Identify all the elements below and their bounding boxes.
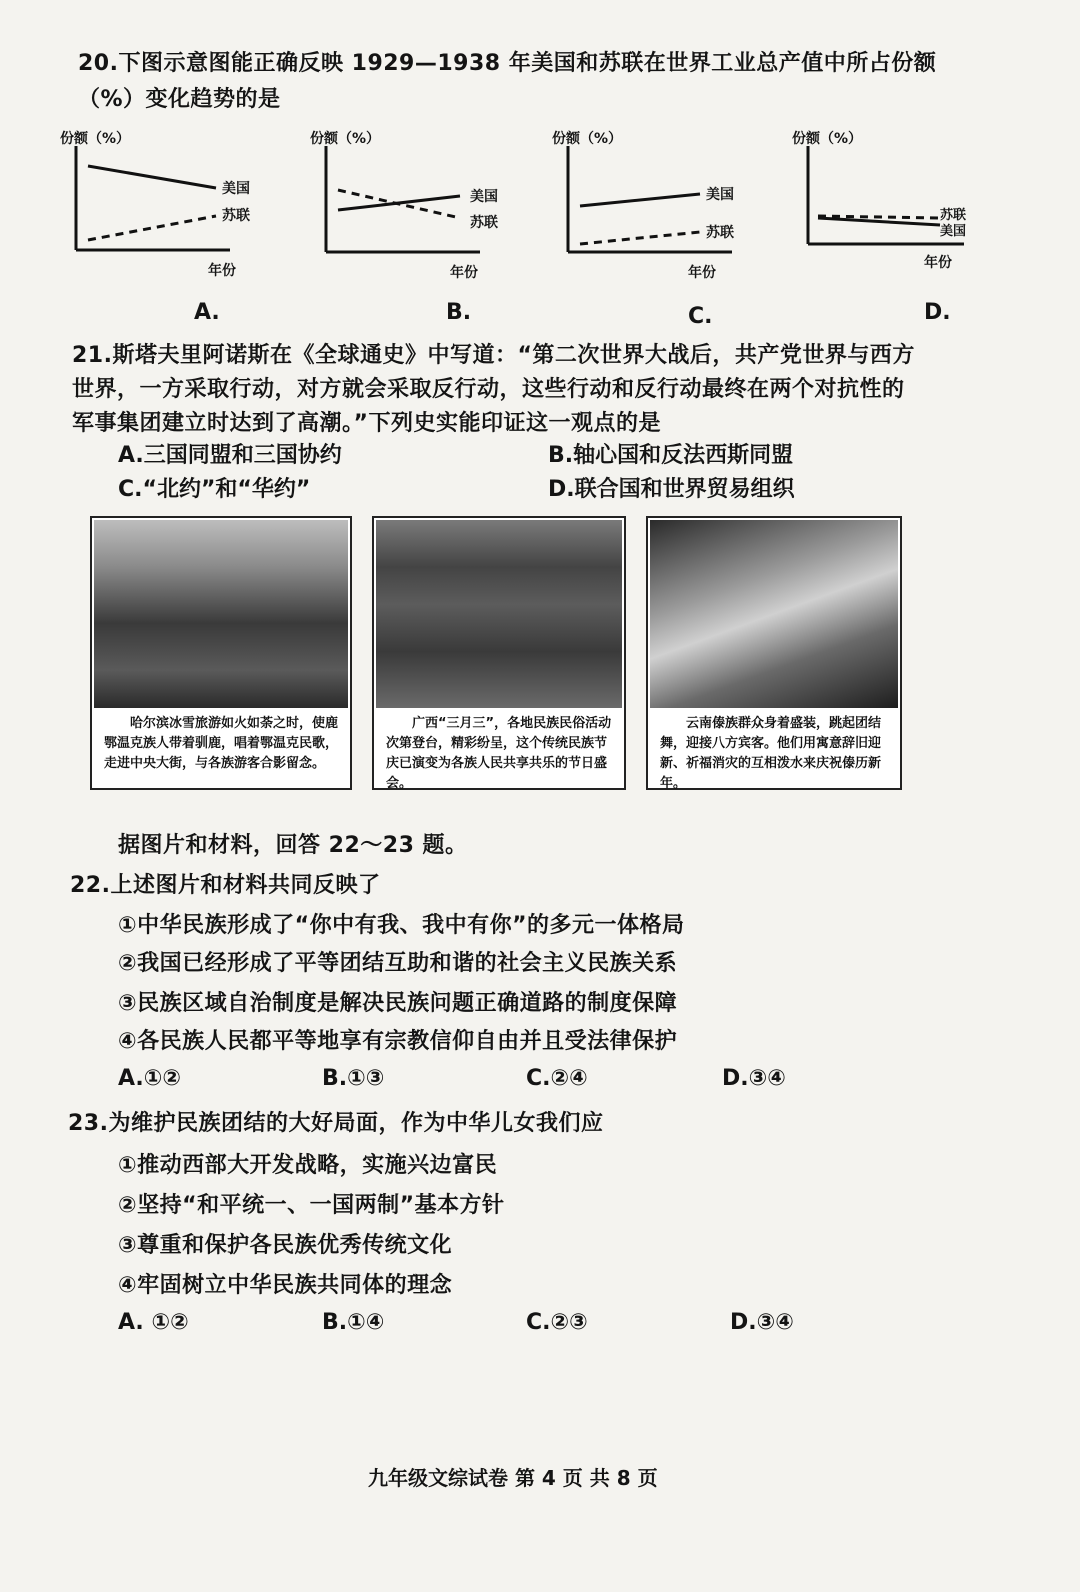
q23-item-2: ②坚持“和平统一、一国两制”基本方针 xyxy=(118,1193,505,1218)
photo-harbin-caption: 哈尔滨冰雪旅游如火如荼之时，使鹿鄂温克族人带着驯鹿，唱着鄂温克民歌，走进中央大街，与各族游客合影留念。 xyxy=(104,716,339,771)
series-us-line xyxy=(580,194,700,206)
photo-guangxi-image xyxy=(376,520,622,708)
series-su-line xyxy=(580,232,700,244)
y-axis-label: 份额（%） xyxy=(792,131,863,147)
q21-option-a[interactable]: A.三国同盟和三国协约 xyxy=(118,443,342,468)
photo-yunnan xyxy=(646,516,902,790)
series-su-label: 苏联 xyxy=(940,208,967,223)
q23-item-3: ③尊重和保护各民族优秀传统文化 xyxy=(118,1233,453,1258)
series-su-label: 苏联 xyxy=(470,215,498,231)
series-su-line xyxy=(88,216,216,240)
q20-option-c[interactable]: C. xyxy=(688,304,713,329)
q20-stem-line2: （%）变化趋势的是 xyxy=(78,87,281,112)
series-su-line xyxy=(338,190,460,218)
series-us-line xyxy=(88,166,216,188)
chart-panel-d xyxy=(792,128,992,288)
q21-stem-line3: 军事集团建立时达到了高潮。”下列史实能印证这一观点的是 xyxy=(72,411,661,436)
chart-panel-a xyxy=(60,128,260,288)
series-su-label: 苏联 xyxy=(222,208,250,224)
photo-yunnan-image xyxy=(650,520,898,708)
page-footer: 九年级文综试卷 第 4 页 共 8 页 xyxy=(368,1466,658,1490)
q22-item-4: ④各民族人民都平等地享有宗教信仰自由并且受法律保护 xyxy=(118,1029,678,1054)
photo-harbin-image xyxy=(94,520,348,708)
y-axis-label: 份额（%） xyxy=(552,131,623,147)
q23-option-b[interactable]: B.①④ xyxy=(322,1310,385,1335)
q21-option-d[interactable]: D.联合国和世界贸易组织 xyxy=(548,477,795,502)
q22-option-b[interactable]: B.①③ xyxy=(322,1066,385,1091)
x-axis-label: 年份 xyxy=(924,255,952,271)
q23-stem: 23.为维护民族团结的大好局面，作为中华儿女我们应 xyxy=(68,1111,604,1136)
q23-option-a[interactable]: A. ①② xyxy=(118,1310,189,1335)
y-axis-label: 份额（%） xyxy=(60,131,131,147)
q22-option-c[interactable]: C.②④ xyxy=(526,1066,588,1091)
photo-guangxi xyxy=(372,516,626,790)
chart-panel-c xyxy=(552,128,762,288)
q20-option-b[interactable]: B. xyxy=(446,300,472,325)
photo-guangxi-caption: 广西“三月三”，各地民族民俗活动次第登台，精彩纷呈，这个传统民族节庆已演变为各族人民共享共乐的节日盛会。 xyxy=(386,716,612,791)
photo-harbin xyxy=(90,516,352,790)
series-us-label: 美国 xyxy=(940,224,967,239)
series-us-label: 美国 xyxy=(470,189,498,205)
series-us-label: 美国 xyxy=(222,181,250,197)
x-axis-label: 年份 xyxy=(208,263,236,279)
series-su-label: 苏联 xyxy=(706,225,734,241)
q22-option-a[interactable]: A.①② xyxy=(118,1066,182,1091)
q21-option-c[interactable]: C.“北约”和“华约” xyxy=(118,477,311,502)
x-axis-label: 年份 xyxy=(688,265,716,281)
q22-stem: 22.上述图片和材料共同反映了 xyxy=(70,873,381,898)
q22-item-3: ③民族区域自治制度是解决民族问题正确道路的制度保障 xyxy=(118,991,678,1016)
q20-option-d[interactable]: D. xyxy=(924,300,951,325)
q20-stem-line1: 20.下图示意图能正确反映 1929—1938 年美国和苏联在世界工业总产值中所占份额 xyxy=(78,51,937,76)
q22-item-2: ②我国已经形成了平等团结互助和谐的社会主义民族关系 xyxy=(118,951,678,976)
intro-22-23: 据图片和材料，回答 22～23 题。 xyxy=(118,833,468,858)
x-axis-label: 年份 xyxy=(450,265,478,281)
q22-item-1: ①中华民族形成了“你中有我、我中有你”的多元一体格局 xyxy=(118,913,685,938)
q23-item-1: ①推动西部大开发战略，实施兴边富民 xyxy=(118,1153,498,1178)
y-axis-label: 份额（%） xyxy=(310,131,381,147)
q23-option-c[interactable]: C.②③ xyxy=(526,1310,588,1335)
q23-item-4: ④牢固树立中华民族共同体的理念 xyxy=(118,1273,453,1298)
chart-panel-b xyxy=(310,128,510,288)
series-us-label: 美国 xyxy=(706,187,734,203)
photo-yunnan-caption: 云南傣族群众身着盛装，跳起团结舞，迎接八方宾客。他们用寓意辞旧迎新、祈福消灾的互相泼水来庆祝傣历新年。 xyxy=(660,716,882,791)
q21-option-b[interactable]: B.轴心国和反法西斯同盟 xyxy=(548,443,794,468)
q20-option-a[interactable]: A. xyxy=(194,300,220,325)
q22-option-d[interactable]: D.③④ xyxy=(722,1066,786,1091)
q21-stem-line2: 世界，一方采取行动，对方就会采取反行动，这些行动和反行动最终在两个对抗性的 xyxy=(72,377,905,402)
q23-option-d[interactable]: D.③④ xyxy=(730,1310,794,1335)
q21-stem-line1: 21.斯塔夫里阿诺斯在《全球通史》中写道：“第二次世界大战后，共产党世界与西方 xyxy=(72,343,915,368)
